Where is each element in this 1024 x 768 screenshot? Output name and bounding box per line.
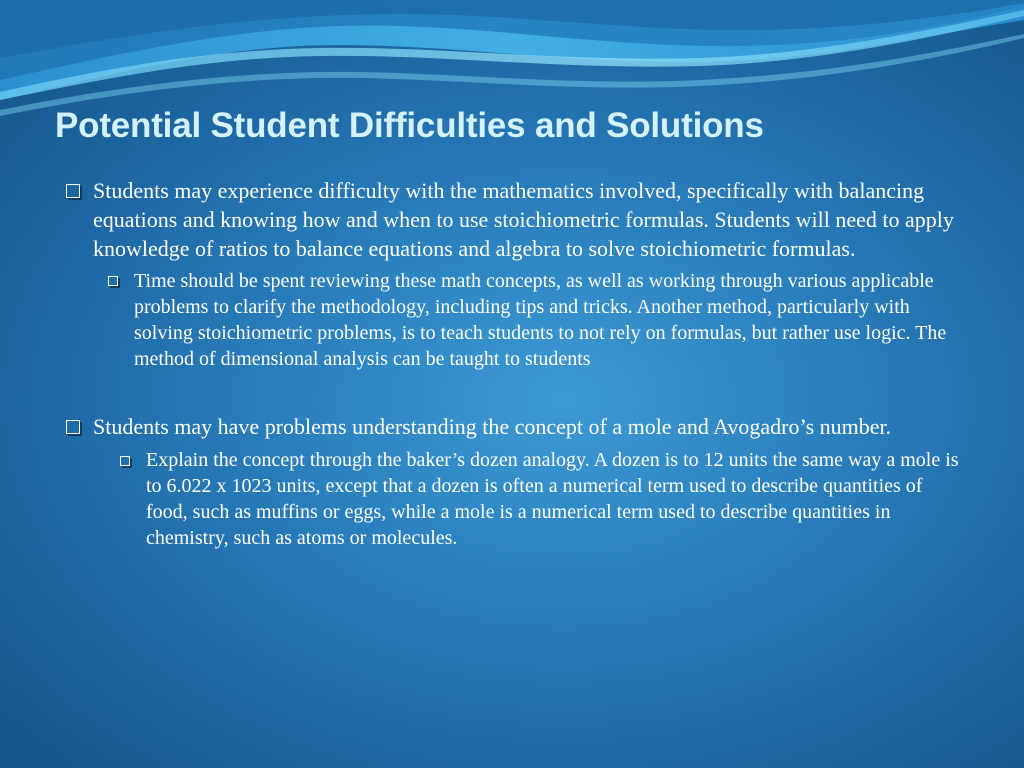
hollow-square-bullet-icon (66, 184, 80, 198)
bullet-item-1 (62, 176, 967, 263)
spacer (62, 372, 967, 412)
hollow-square-bullet-icon (66, 420, 80, 434)
bullet-text-1: Students may experience difficulty with the mathematics involved, specifically with balancing equations and knowing how and when to use stoichiometric formulas. Students will need to apply knowledge of ratios to balance equations and algebra to solve stoichiometric formulas. (93, 178, 954, 261)
bullet-item-2 (62, 412, 967, 441)
bullet-text-2: Students may have problems understanding the concept of a mole and Avogadro’s number. (93, 414, 892, 439)
sub-bullet-text-2: Explain the concept through the baker’s dozen analogy. A dozen is to 12 units the same way a mole is to 6.022 x 1023 units, except that a dozen is often a numerical term used to describe quantities of food, such as muffins or eggs, while a mole is a numerical term used to describe quantities in chemistry, such as atoms or molecules. (146, 449, 959, 549)
sub-bullet-item-2 (146, 447, 967, 551)
sub-bullet-text-1: Time should be spent reviewing these math concepts, as well as working through various applicable problems to clarify the methodology, including tips and tricks. Another method, particularly with solving stoichiometric problems, is to teach students to not rely on formulas, but rather use logic. The method of dimensional analysis can be taught to students (134, 270, 947, 370)
hollow-square-bullet-icon (120, 456, 130, 466)
slide-body (62, 176, 967, 551)
sub-bullet-item-1 (134, 268, 967, 372)
hollow-square-bullet-icon (108, 276, 118, 286)
page-title: Potential Student Difficulties and Solutions (55, 106, 764, 145)
